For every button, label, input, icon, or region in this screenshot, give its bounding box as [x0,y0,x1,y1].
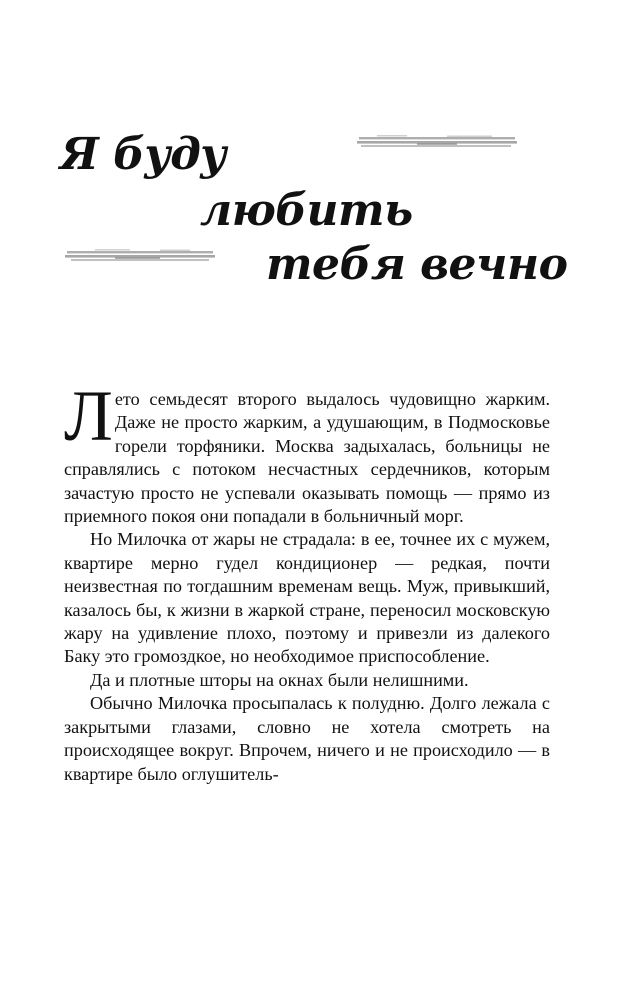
drop-cap: Л [64,376,113,456]
chapter-title-line-3: тебя вечно [266,239,568,290]
paragraph-2: Но Милочка от жары не страдала: в ее, точнее их с мужем, квартире мерно гудел кондиционер — редкая, почти неизвестная по тогдашним временам вещь. Муж, привыкший, казалось бы, к жизни в жаркой стране, переносил московскую жару на удивление плохо, поэтому и привезли из далекого Баку это громоздкое, но необходимое приспособление. [64,529,550,667]
paragraph-4: Обычно Милочка просыпалась к полудню. Долго лежала с закрытыми глазами, словно не хотела смотреть на происходящее вокруг. Впрочем, ничего и не происходило — в квартире было оглушитель- [64,693,550,784]
chapter-body-text [64,376,550,786]
decorative-smudge-bottom [65,248,215,262]
chapter-title-line-2: любить [200,185,413,236]
decorative-smudge-top [357,134,517,148]
paragraph-1-text: ето семьдесят второго выдалось чудовищно жарким. Даже не просто жарким, а удушающим, в Подмосковье горели торфяники. Москва задыхалась, больницы не справлялись с потоком несчастных сердечников, которым зачастую просто не успевали оказывать помощь — прямо из приемного покоя они попадали в больничный морг. [64,389,550,527]
paragraph-1 [64,376,550,528]
chapter-title-line-1: Я буду [60,129,227,180]
paragraph-3: Да и плотные шторы на окнах были нелишними. [90,669,469,690]
